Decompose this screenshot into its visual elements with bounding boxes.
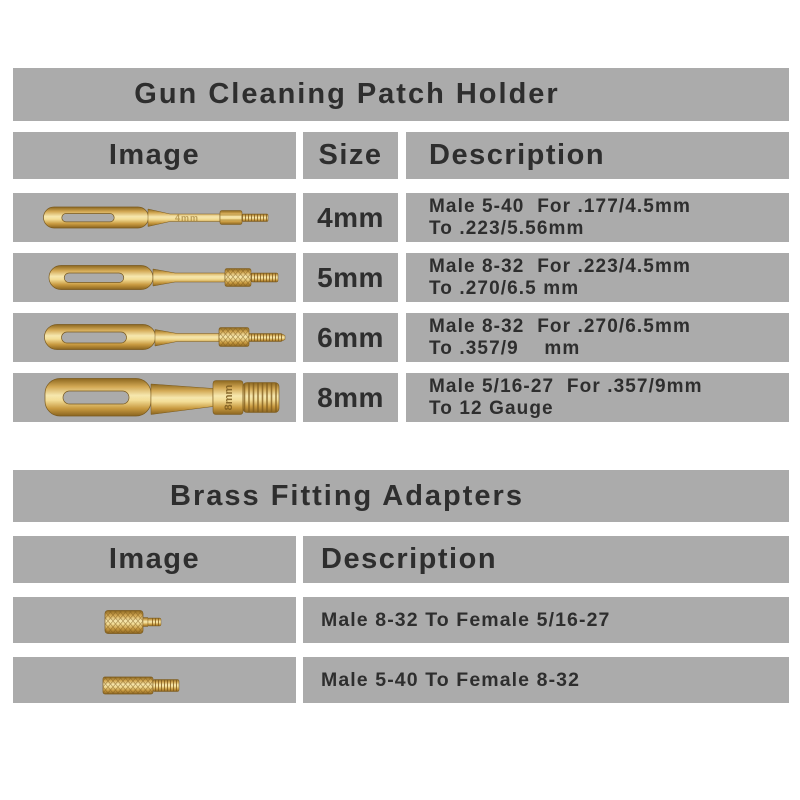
row-4mm-size: 4mm (317, 201, 384, 233)
adapter2-image-cell (13, 657, 296, 703)
row-5mm-image-cell (13, 253, 296, 302)
section1-header-size-label: Size (318, 139, 383, 171)
row-4mm-size-cell (303, 193, 398, 242)
row-5mm-desc-line1: Male 8-32 For .223/4.5mm (429, 255, 691, 277)
section2-header-description (303, 536, 789, 583)
row-5mm-desc-line2: To .270/6.5 mm (429, 277, 580, 299)
section2-title: Brass Fitting Adapters (170, 479, 524, 512)
row-6mm-desc-line1: Male 8-32 For .270/6.5mm (429, 315, 691, 337)
row-6mm-size-cell (303, 313, 398, 362)
row-4mm-desc-line1: Male 5-40 For .177/4.5mm (429, 195, 691, 217)
row-6mm-desc-line2: To .357/9 mm (429, 337, 581, 359)
adapter1-image-cell (13, 597, 296, 643)
row-4mm-description-cell (406, 193, 789, 242)
section1-header-description (406, 132, 789, 179)
section1-header-size (303, 132, 398, 179)
section1-header-description-label: Description (429, 139, 606, 171)
row-8mm-desc-line2: To 12 Gauge (429, 397, 554, 419)
row-8mm-description-cell (406, 373, 789, 422)
patch-holder-4mm-image (13, 193, 296, 242)
section2-header-image (13, 536, 296, 583)
adapter2-description: Male 5-40 To Female 8-32 (321, 668, 581, 691)
row-8mm-desc-line1: Male 5/16-27 For .357/9mm (429, 375, 703, 397)
row-6mm-size: 6mm (317, 321, 384, 353)
row-4mm-desc-line2: To .223/5.56mm (429, 217, 585, 239)
section1-title-bar (13, 68, 789, 121)
adapter-5-40-to-8-32-image (13, 657, 296, 703)
engraving-4mm: 4mm (175, 213, 200, 223)
section2-header-description-label: Description (321, 543, 498, 575)
adapter1-description: Male 8-32 To Female 5/16-27 (321, 608, 611, 631)
adapter2-description-cell (303, 657, 789, 703)
section1-header-image-label: Image (108, 139, 201, 171)
section2-title-bar (13, 470, 789, 522)
row-8mm-image-cell (13, 373, 296, 422)
engraving-8mm: 8mm (223, 384, 235, 411)
row-5mm-size: 5mm (317, 261, 384, 293)
section1-header-image (13, 132, 296, 179)
adapter1-description-cell (303, 597, 789, 643)
patch-holder-8mm-image (13, 373, 296, 422)
patch-holder-5mm-image (13, 253, 296, 302)
section1-title: Gun Cleaning Patch Holder (134, 78, 560, 110)
row-5mm-description-cell (406, 253, 789, 302)
row-5mm-size-cell (303, 253, 398, 302)
row-8mm-size-cell (303, 373, 398, 422)
row-4mm-image-cell (13, 193, 296, 242)
row-8mm-size: 8mm (317, 381, 384, 413)
patch-holder-6mm-image (13, 313, 296, 362)
section2-header-image-label: Image (108, 543, 201, 575)
row-6mm-description-cell (406, 313, 789, 362)
row-6mm-image-cell (13, 313, 296, 362)
adapter-8-32-to-5-16-27-image (13, 597, 296, 643)
